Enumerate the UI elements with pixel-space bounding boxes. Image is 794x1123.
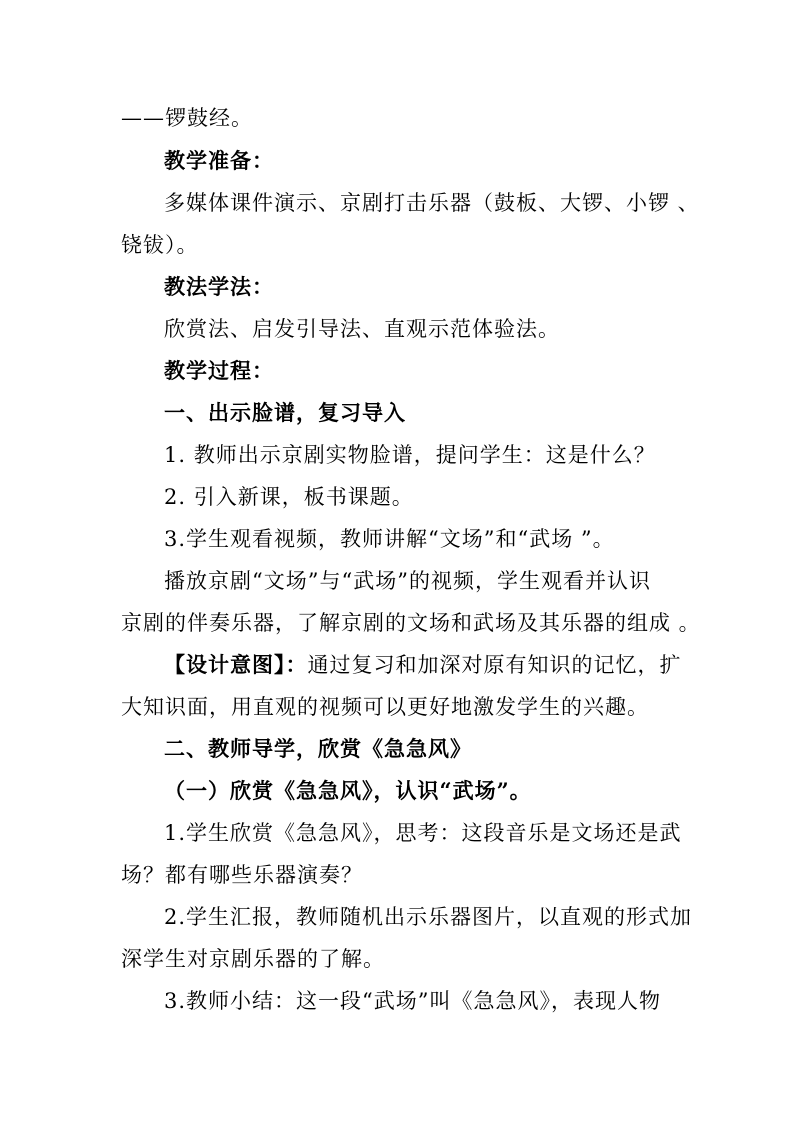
list-item-1: 1. 教师出示京剧实物脸谱，提问学生：这是什么？	[164, 443, 656, 467]
heading-teaching-preparation: 教学准备：	[164, 148, 274, 173]
design-intent-text: 通过复习和加深对原有知识的记忆，扩	[307, 653, 682, 677]
paragraph-line-1: 播放京剧“文场”与“武场”的视频，学生观看并认识	[164, 569, 651, 593]
design-intent-line-2: 大知识面，用直观的视频可以更好地激发学生的兴趣。	[121, 695, 649, 719]
text-line-preparation: 多媒体课件演示、京剧打击乐器（鼓板、大锣、小锣 、	[164, 191, 700, 215]
heading-teaching-process: 教学过程：	[164, 358, 274, 383]
design-intent-label: 【设计意图】：	[164, 652, 308, 677]
paragraph-line-2: 京剧的伴奏乐器，了解京剧的文场和武场及其乐器的组成 。	[121, 611, 701, 635]
section-heading-1: 一、出示脸谱，复习导入	[164, 400, 406, 425]
subsection-heading-1: （一）欣赏《急急风》，认识“武场”。	[164, 778, 532, 803]
section-heading-2: 二、教师导学，欣赏《急急风》	[164, 736, 472, 761]
list-item-3: 3.学生观看视频，教师讲解“文场”和“武场 ”。	[164, 527, 615, 551]
heading-teaching-methods: 教法学法：	[164, 274, 274, 299]
design-intent-line	[164, 650, 682, 680]
sub-list-item-1: 1.学生欣赏《急急风》，思考：这段音乐是文场还是武	[164, 821, 682, 845]
sub-list-item-2-cont: 深学生对京剧乐器的了解。	[121, 947, 385, 971]
list-item-2: 2. 引入新课，板书课题。	[164, 485, 414, 509]
sub-list-item-3: 3.教师小结：这一段“武场”叫《急急风》，表现人物	[164, 989, 662, 1013]
text-line-preparation-cont: 铙钹）。	[121, 233, 199, 257]
sub-list-item-1-cont: 场？都有哪些乐器演奏？	[121, 863, 363, 887]
text-line-continuation: ——锣鼓经。	[121, 106, 253, 130]
sub-list-item-2: 2.学生汇报，教师随机出示乐器图片，以直观的形式加	[164, 905, 693, 929]
text-line-methods: 欣赏法、启发引导法、直观示范体验法。	[164, 317, 560, 341]
